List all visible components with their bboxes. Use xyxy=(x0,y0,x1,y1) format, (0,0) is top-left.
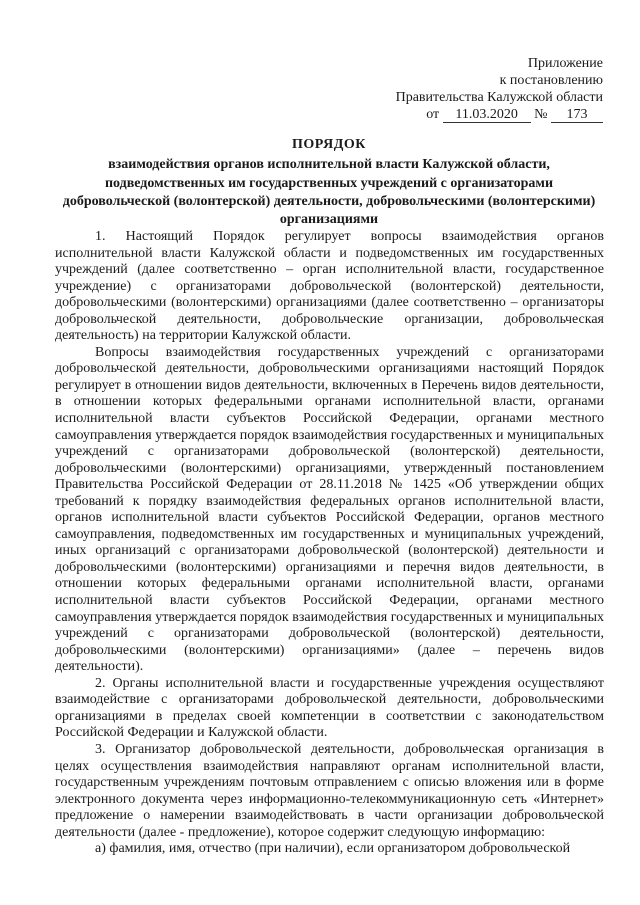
paragraph-3a: а) фамилия, имя, отчество (при наличии), если организатором добровольческой xyxy=(95,841,571,857)
header-from-label: от xyxy=(426,107,440,122)
header-appendix: Приложение xyxy=(527,56,603,71)
paragraph-1-continued: Вопросы взаимодействия государственных учреждений с организаторами добровольческой деятельности, добровольческими организациями настоящий Порядок регулирует в отношении видов деятельности, включенных в Перечень видов деятельности, в отношении которых федеральными органами исполнительной власти, органами исполнительной власти субъектов Российской Федерации, органами местного самоуправления утверждается порядок взаимодействия государственных и муниципальных учреждений с организаторами добровольческой (волонтерской) деятельности, добровольческими (волонтерскими) организациями, утвержденный постановлением Правительства Российской Федерации от 28.11.2018 № 1425 «Об утверждении общих требований к порядку взаимодействия федеральных органов исполнительной власти, органов исполнительной власти субъектов Российской Федерации, органов местного самоуправления, подведомственных им государственных и муниципальных учреждений, иных организаций с организаторами добровольческой (волонтерской) деятельности и добровольческими (волонтерскими) организациями и перечня видов деятельности, в отношении которых федеральными органами исполнительной власти, органами исполнительной власти субъектов Российской Федерации, органами местного самоуправления утверждается порядок взаимодействия государственных и муниципальных учреждений с организаторами добровольческой (волонтерской) деятельности, добровольческими (волонтерскими) организациями» (далее – перечень видов деятельности). xyxy=(55,344,604,675)
header-date: 11.03.2020 xyxy=(443,108,531,123)
title-line: организациями xyxy=(279,212,379,228)
title-line: подведомственных им государственных учреждений с организаторами xyxy=(104,175,554,191)
title-line: добровольческой (волонтерской) деятельности, добровольческими (волонтерскими) xyxy=(62,193,596,209)
paragraph-2: 2. Органы исполнительной власти и государственные учреждения осуществляют взаимодействие с организаторами добровольческой деятельности, добровольческими организациями в пределах своей компетенции в соответствии с законодательством Российской Федерации и Калужской области. xyxy=(55,675,604,741)
paragraph-1: 1. Настоящий Порядок регулирует вопросы взаимодействия органов исполнительной власти Калужской области и подведомственных им государственных учреждений (далее соответственно – орган исполнительной власти, государственное учреждение) с организаторами добровольческой (волонтерской) деятельности, добровольческими (волонтерскими) организациями (далее соответственно – организаторы добровольческой деятельности, добровольческие организации, добровольческая деятельность) на территории Калужской области. xyxy=(55,229,604,344)
header-number-label: № xyxy=(534,107,548,122)
document-title xyxy=(55,136,603,229)
title-line: взаимодействия органов исполнительной власти Калужской области, xyxy=(108,157,550,173)
header-number: 173 xyxy=(551,108,603,123)
document-header xyxy=(363,55,603,123)
paragraph-3: 3. Организатор добровольческой деятельности, добровольческая организация в целях осуществления взаимодействия направляют органам исполнительной власти, государственным учреждениям почтовым отправлением с описью вложения или в форме электронного документа через информационно-телекоммуникационную сеть «Интернет» предложение о намерении взаимодействовать в части организации добровольческой деятельности (далее - предложение), которое содержит следующую информацию: xyxy=(55,741,604,840)
header-to-resolution: к постановлению xyxy=(499,73,603,88)
header-government: Правительства Калужской области xyxy=(395,90,603,105)
document-body xyxy=(55,229,604,858)
header-date-number xyxy=(363,106,603,123)
title-main: ПОРЯДОК xyxy=(292,137,366,152)
